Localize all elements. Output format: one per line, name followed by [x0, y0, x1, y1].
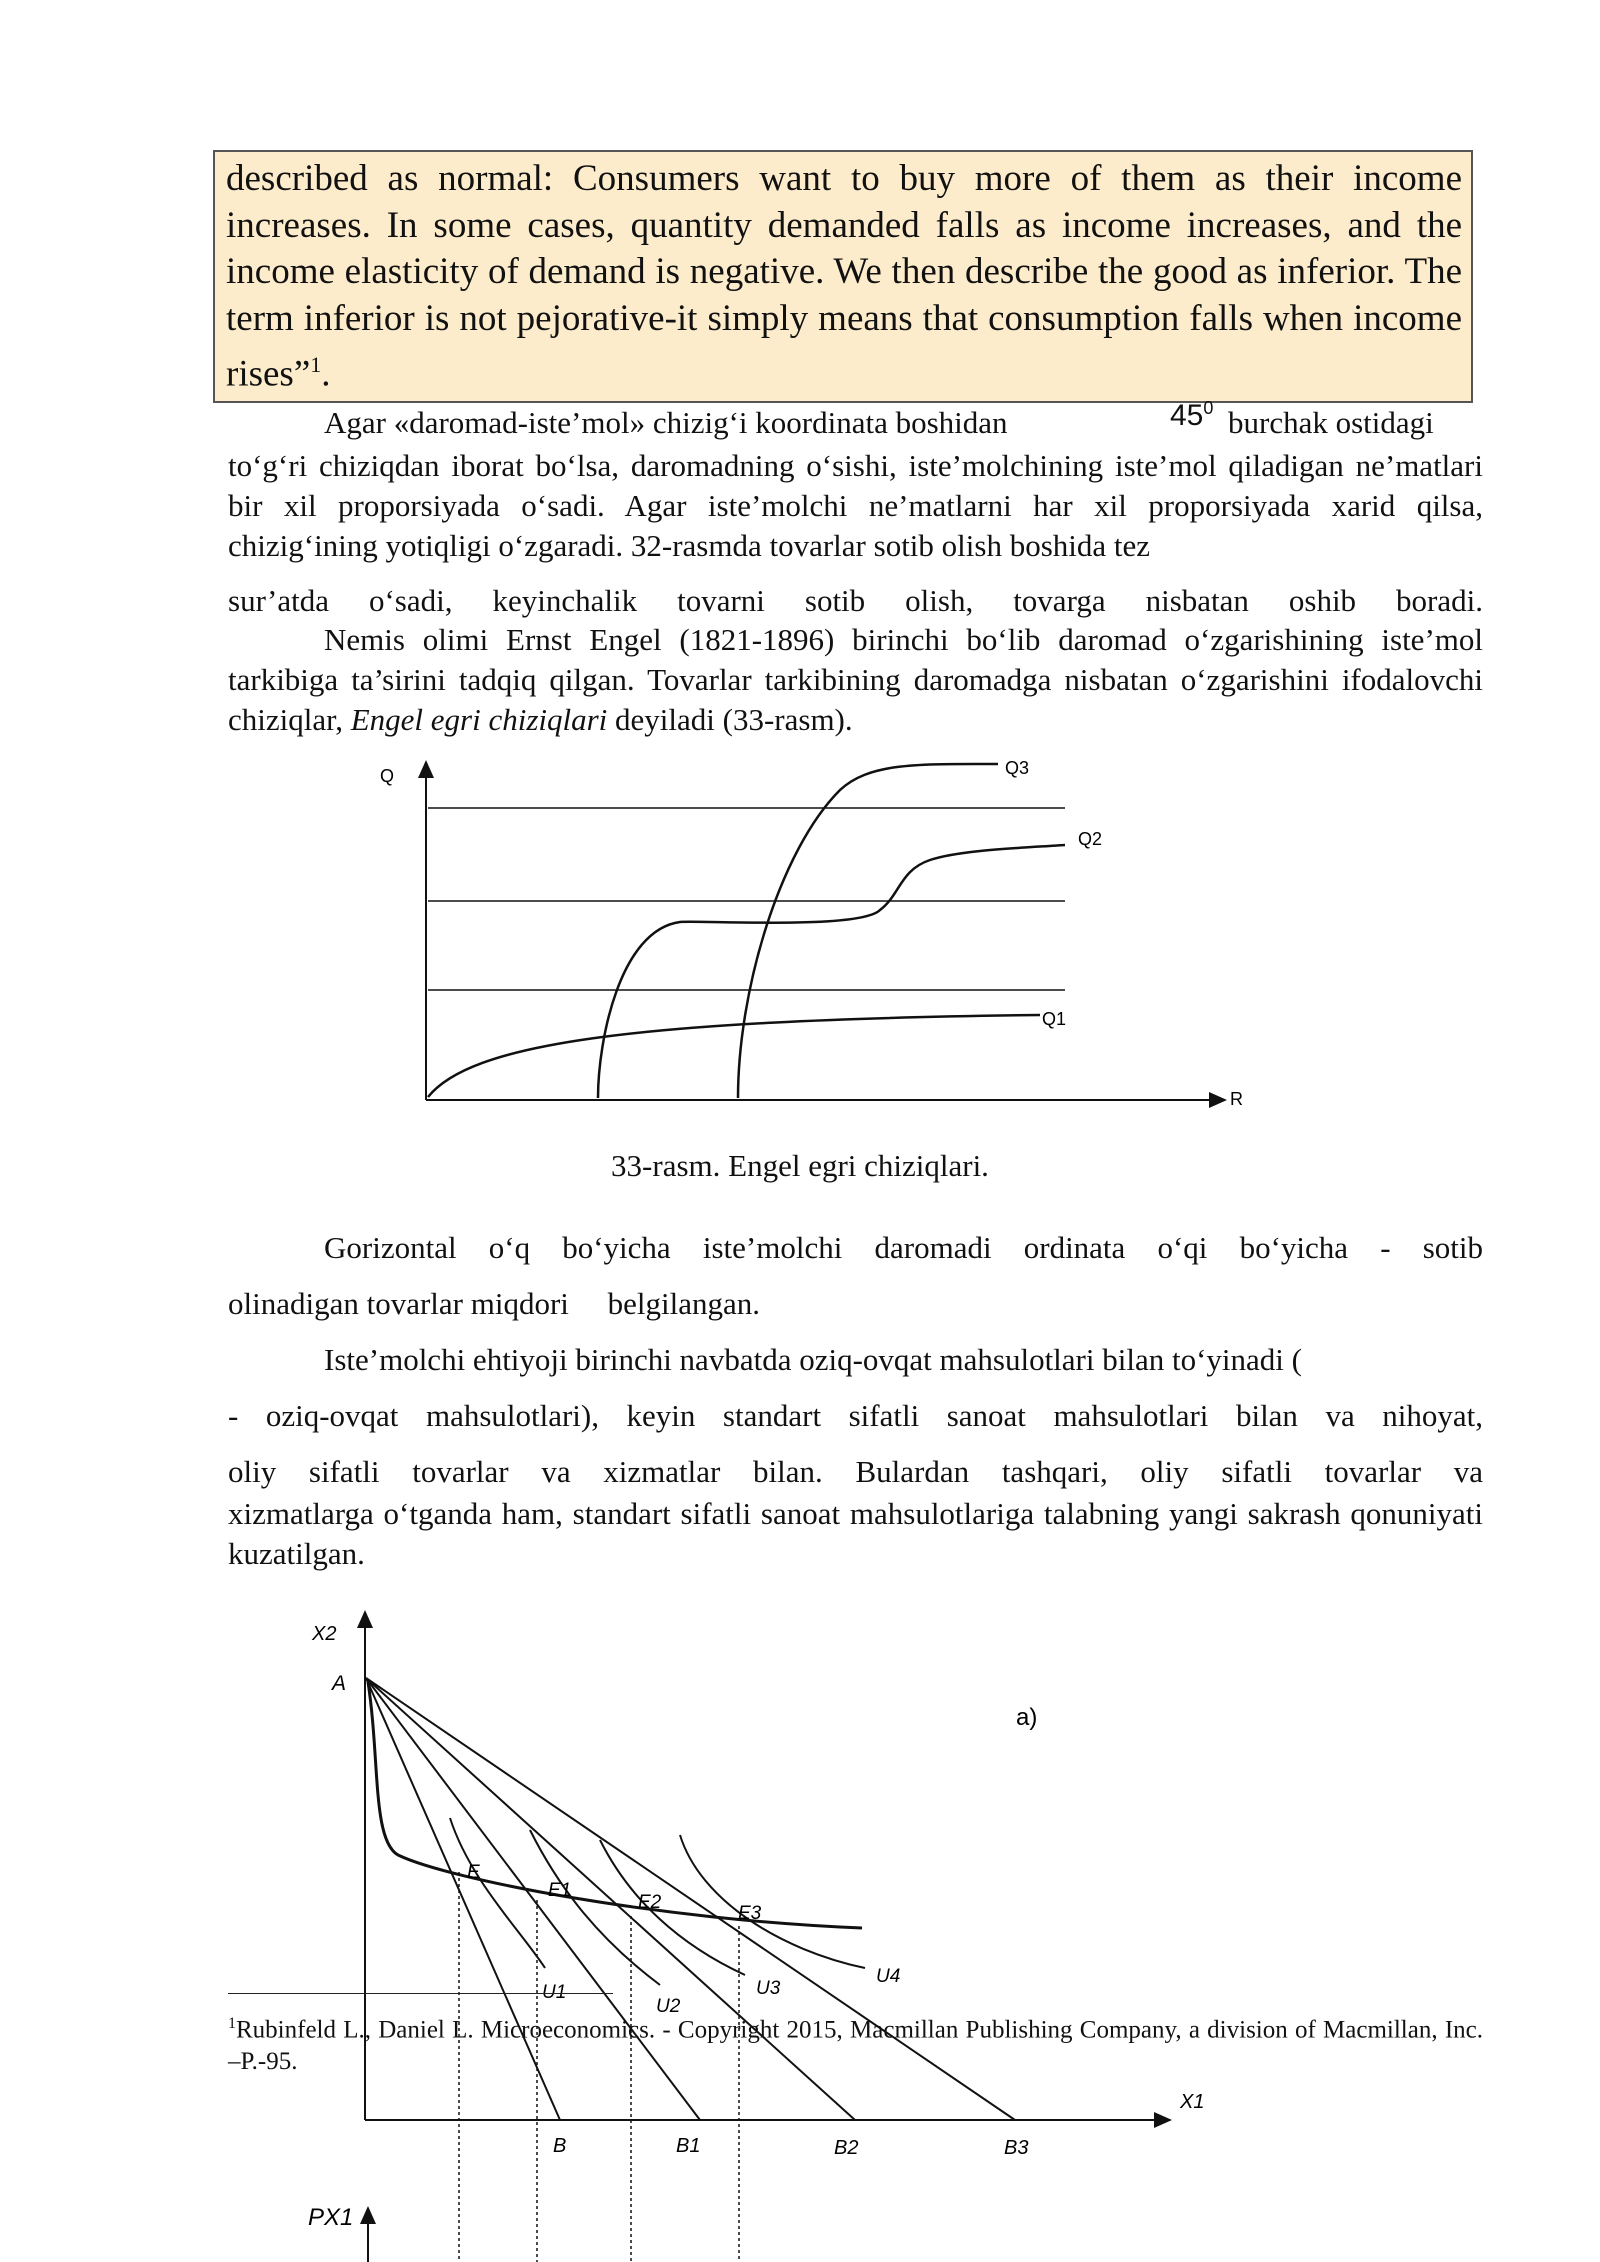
- para1-line1-part2: burchak ostidagi: [1228, 405, 1434, 440]
- point-e3-label: E3: [738, 1903, 762, 1924]
- footnote-rule: [228, 1993, 613, 1994]
- footnote: [228, 2008, 1483, 2078]
- curve-label-q2: Q2: [1078, 829, 1103, 849]
- panel-label: a): [1016, 1704, 1038, 1731]
- b3-label: B3: [1004, 2137, 1029, 2159]
- para1-last-line: sur’atda o‘sadi, keyinchalik tovarni sotib olish, tovarga nisbatan oshib boradi.: [228, 583, 1483, 618]
- engel-curves-figure: [370, 750, 1250, 1170]
- quote-box: described as normal: Consumers want to buy more of them as their income increases. In some cases, quantity demanded falls as income increases, and the income elasticity of demand is negative. We then describe the good as inferior. The term inferior is not pejorative-it simply means that consumption falls when income rises”$^1$.: [213, 150, 1473, 403]
- para3-line2: olinadigan tovarlar miqdori belgilangan.: [228, 1286, 761, 1321]
- para4-line3: oliy sifatli tovarlar va xizmatlar bilan. Bulardan tashqari, oliy sifatli tovarlar va: [228, 1454, 1483, 1489]
- consumer-choice-figure: [290, 1600, 1250, 2262]
- para1-body: to‘g‘ri chiziqdan iborat bo‘lsa, daromadning o‘sishi, iste’molchining iste’mol qiladigan ne’matlari bir xil proporsiyada o‘sadi. Agar iste’molchi ne’matlarni har xil proporsiyada xarid qilsa, chizig‘ining yotiqligi o‘zgaradi. 32-rasmda tovarlar sotib olish boshida tez: [228, 448, 1483, 563]
- indifference-curve-u4: [680, 1835, 865, 1968]
- para4-line1: Iste’molchi ehtiyoji birinchi navbatda oziq-ovqat mahsulotlari bilan to‘yinadi (: [324, 1342, 1302, 1377]
- b1-label: B1: [676, 2135, 701, 2157]
- x-axis-label: R: [1230, 1089, 1243, 1109]
- engel-curve-q1: [428, 1015, 1040, 1097]
- b-label: B: [553, 2135, 567, 2157]
- point-e-label: E: [467, 1862, 480, 1883]
- engel-curve-q2: [598, 845, 1065, 1098]
- u1-label: U1: [542, 1982, 567, 2003]
- point-e2-label: E2: [638, 1892, 662, 1913]
- engel-term: Engel egri chiziqlari: [350, 702, 608, 737]
- x2-label: X2: [312, 1623, 337, 1645]
- px1-label: PX1: [308, 2204, 354, 2231]
- para2: Nemis olimi Ernst Engel (1821-1896) birinchi bo‘lib daromad o‘zgarishining iste’mol tarkibiga ta’sirini tadqiq qilgan. Tovarlar tarkibining daromadga nisbatan o‘zgarishini ifodalovchi chiziqlar, Engel egri chiziqlari deyiladi (33-rasm).: [228, 622, 1483, 737]
- curve-label-q3: Q3: [1005, 758, 1030, 778]
- engel-curve-q3: [738, 764, 998, 1098]
- point-a-label: A: [332, 1672, 347, 1695]
- curve-label-q1: Q1: [1042, 1009, 1067, 1029]
- point-e1-label: E1: [548, 1880, 572, 1901]
- footnote-text: Rubinfeld L., Daniel L. Microeconomics. - Copyright 2015, Macmillan Publishing Company, a division of Macmillan, Inc. –P.-95.: [228, 2016, 1483, 2076]
- x1-label: X1: [1180, 2091, 1205, 2113]
- income-consumption-curve: [368, 1682, 862, 1928]
- figure-caption: 33-rasm. Engel egri chiziqlari.: [611, 1148, 989, 1183]
- footnote-ref: 1: [310, 352, 322, 377]
- para1-line1-part1: Agar «daromad-iste’mol» chizig‘i koordinata boshidan: [324, 405, 1008, 440]
- b2-label: B2: [834, 2137, 859, 2159]
- indifference-curve-u1: [450, 1818, 545, 1968]
- u2-label: U2: [656, 1996, 681, 2017]
- para4-line2: - oziq-ovqat mahsulotlari), keyin standart sifatli sanoat mahsulotlari bilan va nihoyat,: [228, 1398, 1483, 1433]
- footnote-marker: 1: [228, 2015, 236, 2032]
- quote-text: described as normal: Consumers want to buy more of them as their income increases. In some cases, quantity demanded falls as income increases, and the income elasticity of demand is negative. We then describe the good as inferior. The term inferior is not pejorative-it simply means that consumption falls when income rises”: [226, 158, 1462, 395]
- u4-label: U4: [876, 1966, 901, 1987]
- y-axis-label: Q: [380, 766, 395, 786]
- para4-body: xizmatlarga o‘tganda ham, standart sifatli sanoat mahsulotlariga talabning yangi sakrash qonuniyati kuzatilgan.: [228, 1496, 1483, 1571]
- degree-value: $45^0$: [1170, 398, 1214, 432]
- u3-label: U3: [756, 1978, 781, 1999]
- para3-line1: Gorizontal o‘q bo‘yicha iste’molchi daromadi ordinata o‘qi bo‘yicha - sotib: [324, 1230, 1483, 1265]
